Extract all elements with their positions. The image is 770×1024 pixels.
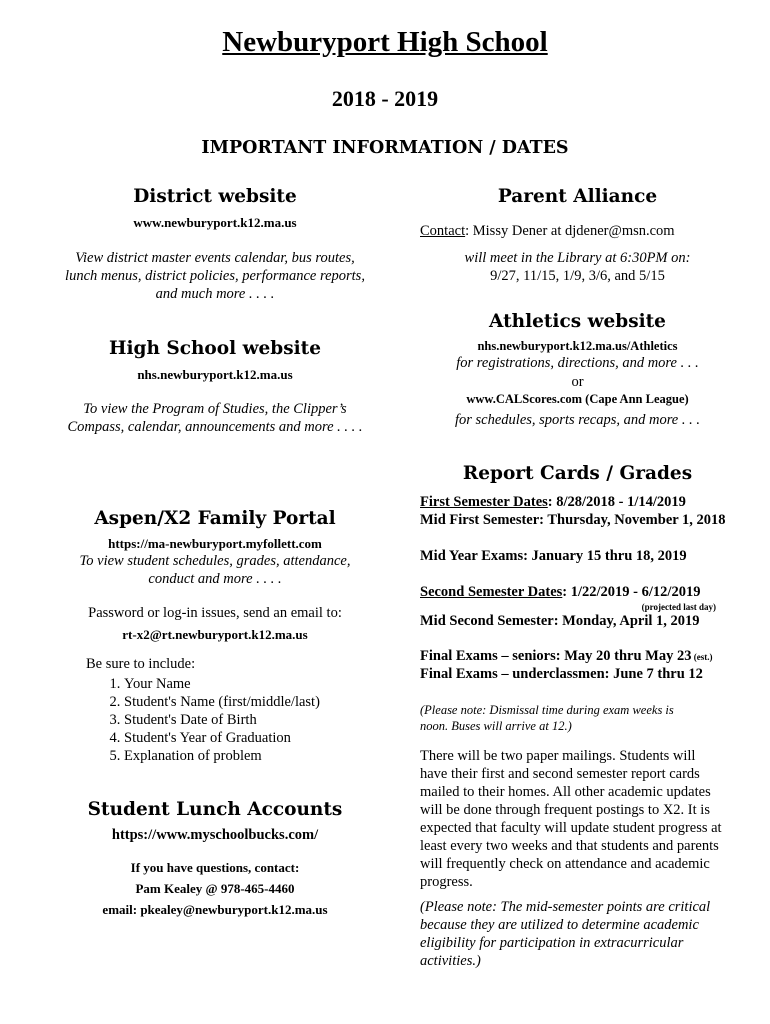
- report-heading: Report Cards / Grades: [462, 463, 693, 484]
- paragraph-line: There will be two paper mailings. Students will: [420, 748, 696, 764]
- paragraph-line: mailed to their homes. All other academic updates: [420, 784, 711, 800]
- district-heading: District website: [133, 186, 297, 207]
- list-item: 2. Student's Name (first/middle/last): [124, 693, 320, 711]
- lunch-contact: Pam Kealey @ 978-465-4460: [135, 881, 295, 896]
- note-line: activities.): [420, 953, 481, 969]
- school-year: 2018 - 2019: [331, 86, 439, 111]
- paragraph-line: have their first and second semester report cards: [420, 766, 700, 782]
- projected-note: (projected last day): [641, 602, 716, 612]
- aspen-heading: Aspen/X2 Family Portal: [94, 508, 336, 529]
- final-seniors-est: (est.): [691, 652, 713, 662]
- exam-note-2: noon. Buses will arrive at 12.): [420, 719, 572, 733]
- second-semester-label: Second Semester Dates: [420, 584, 563, 600]
- note-line: eligibility for participation in extracurricular: [420, 935, 684, 951]
- district-desc-2: lunch menus, district policies, performance reports,: [65, 268, 365, 284]
- second-semester-dates: [420, 584, 700, 601]
- midyear-exams: Mid Year Exams: January 15 thru 18, 2019: [420, 548, 687, 564]
- list-item: 1. Your Name: [124, 675, 320, 693]
- athletics-url-2[interactable]: www.CALScores.com (Cape Ann League): [466, 392, 689, 406]
- paragraph-line: expected that faculty will update student progress at: [420, 820, 722, 836]
- aspen-desc-1: To view student schedules, grades, attendance,: [79, 553, 351, 569]
- athletics-desc: for registrations, directions, and more . . .: [456, 355, 699, 371]
- first-semester-range: : 8/28/2018 - 1/14/2019: [547, 494, 686, 510]
- highschool-desc-1: To view the Program of Studies, the Clipper’s: [83, 401, 347, 417]
- exam-note-1: (Please note: Dismissal time during exam weeks is: [420, 703, 674, 717]
- aspen-include-text: Be sure to include:: [86, 656, 196, 672]
- final-seniors-text: Final Exams – seniors: May 20 thru May 23: [420, 648, 692, 664]
- section-subtitle: IMPORTANT INFORMATION / DATES: [201, 138, 569, 158]
- lunch-questions: If you have questions, contact:: [130, 860, 300, 875]
- parent-contact-label: Contact: [420, 223, 466, 239]
- parent-contact: [420, 223, 675, 240]
- final-exams-seniors: [420, 648, 712, 665]
- aspen-password-text: Password or log-in issues, send an email to:: [88, 605, 342, 621]
- athletics-heading: Athletics website: [489, 311, 666, 332]
- list-item: 5. Explanation of problem: [124, 747, 320, 765]
- mid-first-semester: Mid First Semester: Thursday, November 1, 2018: [420, 512, 726, 528]
- aspen-desc-2: conduct and more . . . .: [148, 571, 282, 587]
- paragraph-line: progress.: [420, 874, 473, 890]
- athletics-desc-2: for schedules, sports recaps, and more . . .: [454, 412, 700, 428]
- first-semester-dates: [420, 494, 745, 511]
- parent-heading: Parent Alliance: [497, 186, 658, 207]
- aspen-email[interactable]: rt-x2@rt.newburyport.k12.ma.us: [122, 627, 308, 642]
- final-exams-underclassmen: Final Exams – underclassmen: June 7 thru 12: [420, 666, 703, 682]
- lunch-heading: Student Lunch Accounts: [87, 799, 343, 820]
- parent-meet: will meet in the Library at 6:30PM on:: [464, 250, 691, 266]
- parent-contact-text: : Missy Dener at djdener@msn.com: [465, 223, 675, 239]
- note-line: because they are utilized to determine academic: [420, 917, 699, 933]
- athletics-or: or: [571, 374, 584, 390]
- highschool-heading: High School website: [109, 338, 321, 359]
- list-item: 3. Student's Date of Birth: [124, 711, 320, 729]
- highschool-url[interactable]: nhs.newburyport.k12.ma.us: [137, 367, 293, 382]
- note-line: (Please note: The mid-semester points are critical: [420, 899, 711, 915]
- highschool-desc-2: Compass, calendar, announcements and more . . . .: [67, 419, 363, 435]
- parent-dates: 9/27, 11/15, 1/9, 3/6, and 5/15: [490, 268, 665, 284]
- first-semester-label: First Semester Dates: [420, 494, 548, 510]
- paragraph-line: will frequently check on attendance and academic: [420, 856, 710, 872]
- mailing-paragraph: [420, 747, 722, 891]
- paragraph-line: least every two weeks and that students and parents: [420, 838, 719, 854]
- athletics-url[interactable]: nhs.newburyport.k12.ma.us/Athletics: [477, 339, 678, 353]
- lunch-url[interactable]: https://www.myschoolbucks.com/: [111, 827, 319, 843]
- page-title: Newburyport High School: [222, 26, 548, 58]
- district-desc-1: View district master events calendar, bus routes,: [75, 250, 355, 266]
- aspen-include-list: [86, 675, 320, 765]
- district-url[interactable]: www.newburyport.k12.ma.us: [133, 215, 297, 230]
- mid-second-semester: Mid Second Semester: Monday, April 1, 2019: [420, 613, 700, 629]
- paragraph-line: will be done through frequent postings to X2. It is: [420, 802, 710, 818]
- district-desc-3: and much more . . . .: [155, 286, 275, 302]
- lunch-email[interactable]: email: pkealey@newburyport.k12.ma.us: [102, 902, 328, 917]
- mid-semester-note: [420, 898, 710, 970]
- second-semester-range: : 1/22/2019 - 6/12/2019: [562, 584, 701, 600]
- aspen-url[interactable]: https://ma-newburyport.myfollett.com: [108, 536, 322, 551]
- list-item: 4. Student's Year of Graduation: [124, 729, 320, 747]
